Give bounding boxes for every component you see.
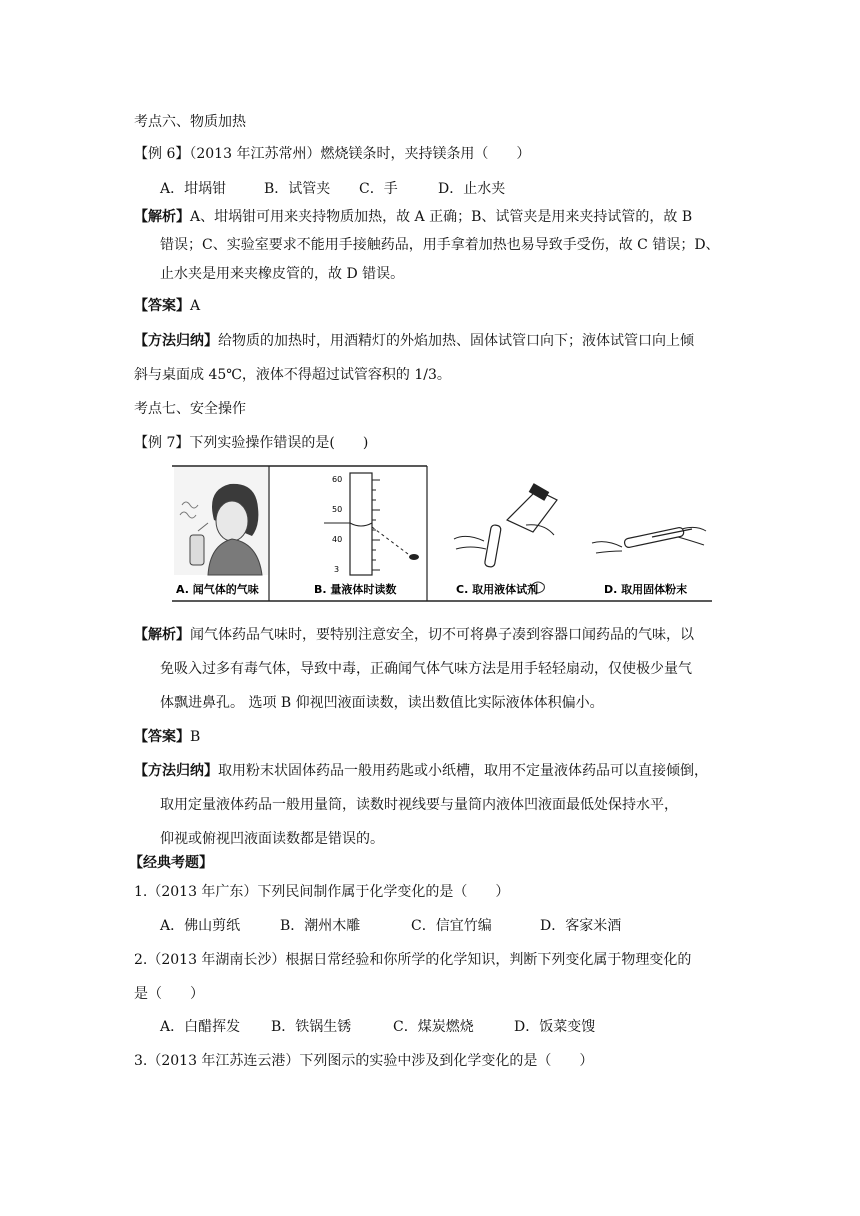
method-tag: 【方法归纳】: [134, 763, 218, 779]
example-7-answer: [134, 728, 200, 746]
example-7-tag: 【例 7】: [134, 435, 190, 451]
answer-value: B: [190, 729, 201, 745]
method-tag: 【方法归纳】: [134, 333, 218, 349]
answer-value: A: [190, 298, 201, 314]
question-2-options: [160, 1018, 595, 1036]
panel-a-smell-gas-illustration: [174, 467, 268, 575]
q1-option-d: D．客家米酒: [540, 918, 622, 934]
experiment-figure: [172, 465, 712, 602]
q1-option-b: B．潮州木雕: [280, 918, 361, 934]
q2-option-c: C．煤炭燃烧: [393, 1019, 474, 1035]
caption-d: D. 取用固体粉末: [604, 583, 688, 596]
q2-option-d: D．饭菜变馊: [514, 1019, 596, 1035]
option-d: D．止水夹: [438, 181, 506, 197]
example-7-method-line-3: 仰视或俯视凹液面读数都是错误的。: [160, 831, 384, 847]
example-6-method-line-1: 【方法归纳】给物质的加热时，用酒精灯的外焰加热、固体试管口向下；液体试管口向上倾: [134, 333, 694, 349]
panel-c-pour-liquid-illustration: [454, 483, 557, 593]
example-7-analysis-line-1: 【解析】闻气体药品气味时，要特别注意安全，切不可将鼻子凑到容器口闻药品的气味，以: [134, 627, 694, 643]
q1-option-a: A．佛山剪纸: [160, 918, 241, 934]
q1-option-c: C．信宜竹编: [411, 918, 492, 934]
option-a: A．坩埚钳: [160, 181, 227, 197]
caption-c: C. 取用液体试剂: [456, 583, 539, 596]
panel-b-cylinder-illustration: [324, 473, 419, 575]
q2-option-b: B．铁锅生锈: [271, 1019, 352, 1035]
example-6-analysis-line-1: 【解析】A、坩埚钳可用来夹持物质加热，故 A 正确；B、试管夹是用来夹持试管的，故 B: [134, 209, 693, 225]
analysis-tag: 【解析】: [134, 209, 190, 225]
example-7-question-text: 下列实验操作错误的是( ): [189, 435, 369, 451]
section-6-title: 考点六、物质加热: [134, 114, 246, 130]
question-3: 3.（2013 年江苏连云港）下列图示的实验中涉及到化学变化的是（ ）: [134, 1053, 594, 1069]
question-1-options: [160, 917, 621, 935]
cylinder-label-3: 3: [334, 565, 340, 574]
experiment-figure-svg: [172, 465, 712, 602]
option-b: B．试管夹: [264, 181, 331, 197]
answer-tag: 【答案】: [134, 729, 190, 745]
analysis-tag: 【解析】: [134, 627, 190, 643]
example-7-analysis-line-3: 体飘进鼻孔。 选项 B 仰视凹液面读数，读出数值比实际液体体积偏小。: [160, 695, 604, 711]
example-6-options: [160, 180, 505, 198]
question-2-line-2: 是（ ）: [134, 986, 204, 1002]
q2-option-a: A．白醋挥发: [160, 1019, 241, 1035]
example-6-question-text: （2013 年江苏常州）燃烧镁条时，夹持镁条用（ ）: [189, 146, 531, 162]
example-6-analysis-line-2: 错误；C、实验室要求不能用手接触药品，用手拿着加热也易导致手受伤，故 C 错误；D、: [160, 237, 720, 253]
question-2-line-1: 2.（2013 年湖南长沙）根据日常经验和你所学的化学知识，判断下列变化属于物理变化的: [134, 952, 692, 968]
section-7-title: 考点七、安全操作: [134, 401, 246, 417]
example-6-method-line-2: 斜与桌面成 45℃，液体不得超过试管容积的 1/3。: [134, 367, 451, 383]
question-1: 1.（2013 年广东）下列民间制作属于化学变化的是（ ）: [134, 884, 510, 900]
answer-tag: 【答案】: [134, 298, 190, 314]
cylinder-label-40: 40: [332, 535, 343, 544]
example-7-method-line-2: 取用定量液体药品一般用量筒，读数时视线要与量筒内液体凹液面最低处保持水平，: [160, 797, 678, 813]
example-6-analysis-line-3: 止水夹是用来夹橡皮管的，故 D 错误。: [160, 266, 405, 282]
cylinder-label-60: 60: [332, 475, 343, 484]
example-6-question: [134, 145, 530, 163]
classic-questions-title: 【经典考题】: [129, 855, 213, 871]
caption-a: A. 闻气体的气味: [176, 583, 259, 596]
example-7-analysis-line-2: 免吸入过多有毒气体，导致中毒，正确闻气体气味方法是用手轻轻扇动，仅使极少量气: [160, 661, 692, 677]
caption-b: B. 量液体时读数: [314, 583, 397, 596]
example-6-tag: 【例 6】: [134, 146, 190, 162]
option-c: C．手: [359, 181, 398, 197]
example-6-answer: [134, 297, 200, 315]
example-7-method-line-1: 【方法归纳】取用粉末状固体药品一般用药匙或小纸槽，取用不定量液体药品可以直接倾倒，: [134, 763, 708, 779]
cylinder-label-50: 50: [332, 505, 343, 514]
example-7-question: [134, 434, 368, 452]
panel-d-solid-powder-illustration: [592, 527, 706, 553]
